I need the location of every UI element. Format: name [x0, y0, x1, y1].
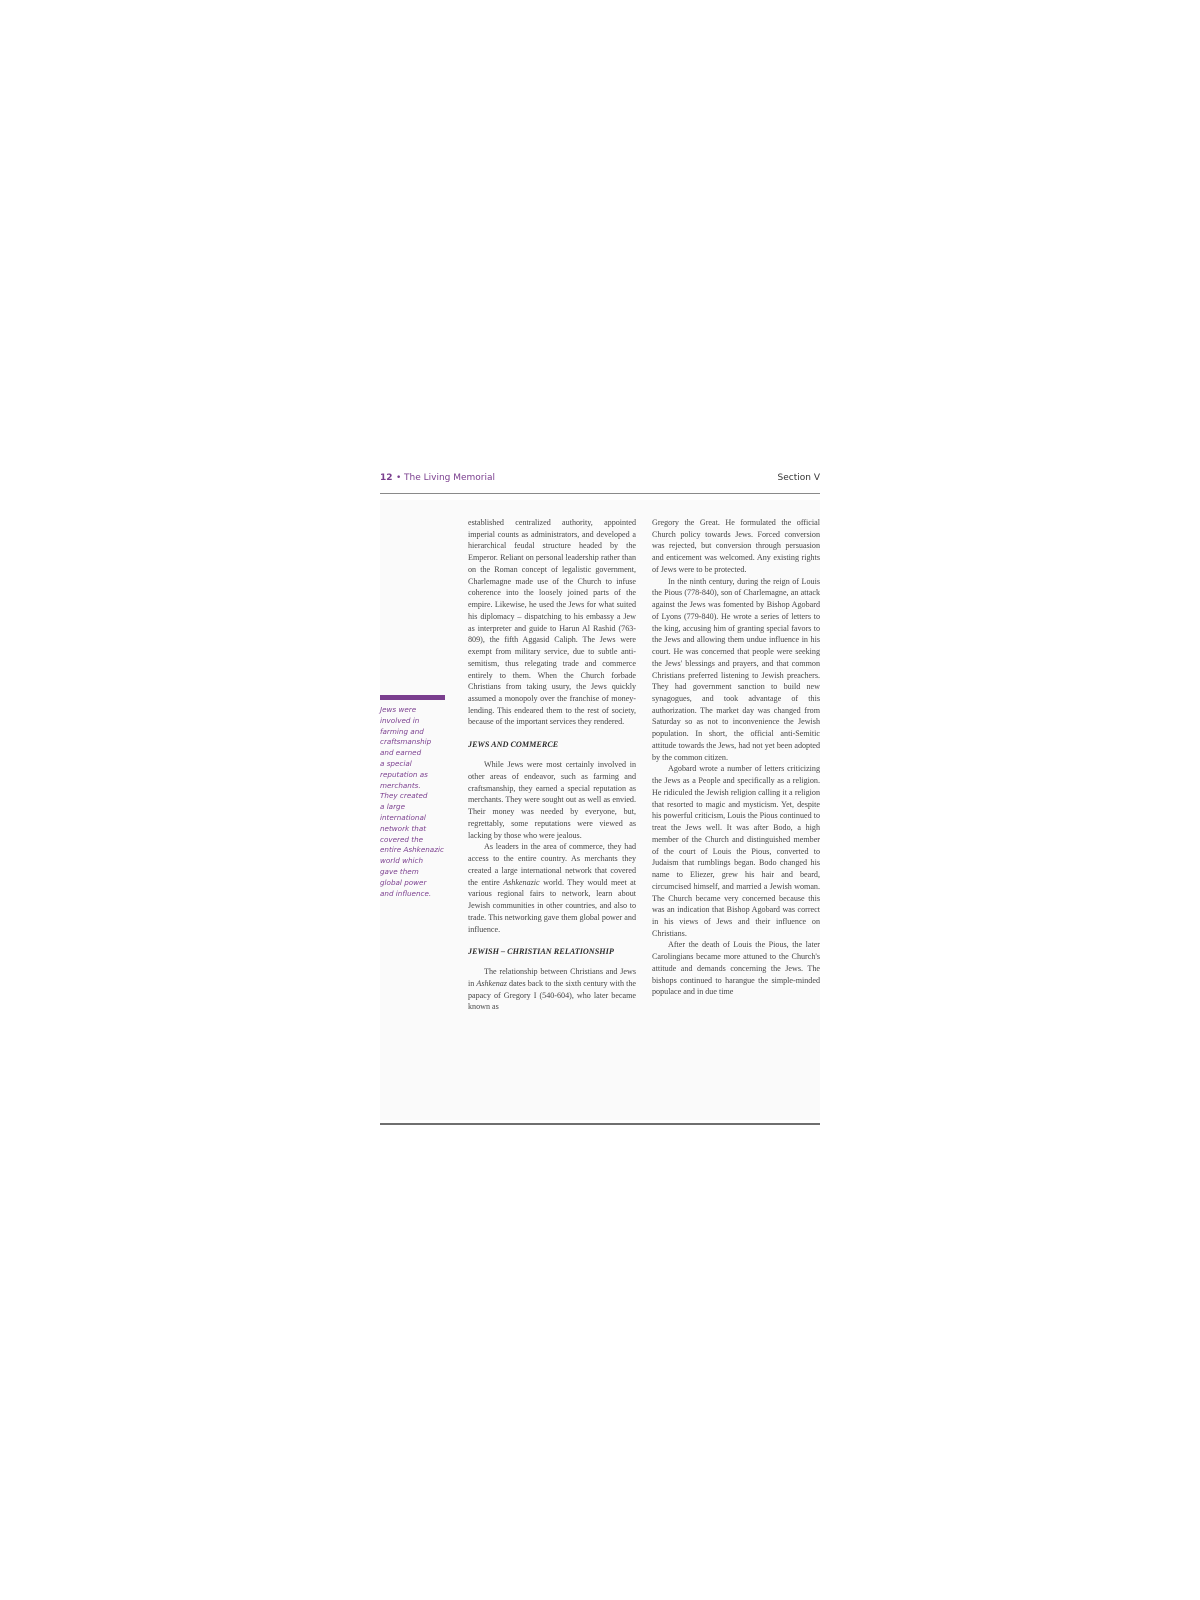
header-bullet: • — [396, 473, 402, 483]
body-column-right — [652, 517, 820, 998]
emphasis-ashkenazic: Ashkenazic — [503, 877, 540, 887]
pullquote-line: global power — [380, 877, 427, 887]
body-column-left — [468, 517, 636, 1013]
pullquote-accent-bar — [380, 695, 445, 700]
pullquote-line: gave them — [380, 866, 419, 876]
header-rule — [380, 493, 820, 494]
pullquote-line: Jews were — [380, 705, 417, 714]
paragraph-louis-the-pious: In the ninth century, during the reign of Louis the Pious (778-840), son of Charlemagne, an attack against the Jews was fomented by Bishop Agobard of Lyons (779-840). He wrote a series of letters to the king, accusing him of granting special favors to the Jews and allowing them undue influence in his court. He was concerned that people were seeking the Jews' blessings and prayers, and that common Christians preferred listening to Jewish preachers. They had government sanction to build new synagogues, and took advantage of this authorization. The market day was changed from Saturday so as not to inconvenience the Jewish population. In short, the official anti-Semitic attitude towards the Jews, had not yet been adopted by the common citizen. — [652, 576, 820, 762]
paragraph-charlemagne: established centralized authority, appointed imperial counts as administrators, and developed a hierarchical feudal structure headed by the Emperor. Reliant on personal leadership rather than on the Roman concept of legalistic government, Charlemagne made use of the Church to infuse coherence into the loosely joined parts of the empire. Likewise, he used the Jews for what suited his diplomacy – dispatching to his embassy a Jew as interpreter and guide to Harun Al Rashid (763-809), the fifth Aggasid Caliph. The Jews were exempt from military service, due to subtle anti-semitism, thus relegating trade and commerce entirely to them. When the Church forbade Christians from taking usury, the Jews quickly assumed a monopoly over the franchise of money-lending. This endeared them to the rest of society, because of the important services they rendered. — [468, 518, 636, 727]
text-run: world. They would meet at various regional fairs to network, learn about Jewish communities in other countries, and also to trade. This networking gave them global power and influence. — [468, 877, 637, 934]
pullquote-line: farming and — [380, 726, 424, 736]
pullquote-line: a special — [380, 758, 412, 768]
sidebar-pullquote — [380, 705, 446, 899]
emphasis-ashkenaz: Ashkenaz — [476, 978, 507, 988]
text-run: dates back to the sixth century with the papacy of Gregory I (540-604), who later became known as — [468, 978, 636, 1012]
paragraph-gregory: Gregory the Great. He formulated the official Church policy towards Jews. Forced conversion was rejected, but conversion through persuasion and enticement was welcomed. Any existing rights of Jews were to be protected. — [652, 518, 820, 574]
pullquote-line: craftsmanship — [380, 737, 432, 747]
running-header — [380, 470, 820, 488]
pullquote-line: merchants. — [380, 780, 421, 790]
pullquote-line: entire Ashkenazic — [380, 845, 444, 855]
text-run: The relationship between Christians and Jews in — [468, 967, 636, 988]
pullquote-line: involved in — [380, 715, 420, 725]
pullquote-line: a large — [380, 802, 406, 812]
paragraph-jews-commerce: While Jews were most certainly involved in other areas of endeavor, such as farming and craftsmanship, they earned a special reputation as merchants. They were sought out as well as envied. Their money was needed by everyone, but, regrettably, some reputations were viewed as lacking by those who were jealous. — [468, 760, 636, 840]
paragraph-commerce-network — [468, 841, 636, 935]
paragraph-relationship — [468, 966, 636, 1013]
pullquote-line: and influence. — [380, 888, 432, 898]
pullquote-line: and earned — [380, 748, 422, 758]
section-label: Section V — [777, 473, 820, 483]
pullquote-line: international — [380, 812, 426, 822]
pullquote-line: covered the — [380, 834, 424, 844]
pullquote-line: They created — [380, 791, 428, 801]
heading-jewish-christian-relationship: JEWISH – CHRISTIAN RELATIONSHIP — [468, 947, 614, 957]
text-run: As leaders in the area of commerce, they had access to the entire country. As merchants they created a large international network that covered the entire — [468, 842, 636, 887]
paragraph-agobard: Agobard wrote a number of letters criticizing the Jews as a People and specifically as a religion. He ridiculed the Jewish religion calling it a religion that resorted to magic and mysticism. Yet, despite his powerful criticism, Louis the Pious continued to treat the Jews well. It was after Bodo, a high member of the Church and distinguished member of the court of Louis the Pious, converted to Judaism that rumblings began. Bodo changed his name to Eliezer, grew his hair and beard, circumcised himself, and married a Jewish woman. The Church became very concerned because this was an indication that Bishop Agobard was correct in his views of Jews and their influence on Christians. — [652, 764, 820, 938]
pullquote-line: world which — [380, 856, 424, 866]
publication-title: The Living Memorial — [404, 473, 496, 483]
paragraph-carolingians: After the death of Louis the Pious, the later Carolingians became more attuned to the Church's attitude and demands concerning the Jews. The bishops continued to harangue the simple-minded populace and in due time — [652, 940, 820, 997]
footer-rule — [380, 1123, 820, 1125]
pullquote-line: network that — [380, 823, 427, 833]
heading-jews-and-commerce: JEWS AND COMMERCE — [468, 740, 559, 750]
pullquote-line: reputation as — [380, 769, 428, 779]
page-number: 12 — [380, 473, 393, 483]
